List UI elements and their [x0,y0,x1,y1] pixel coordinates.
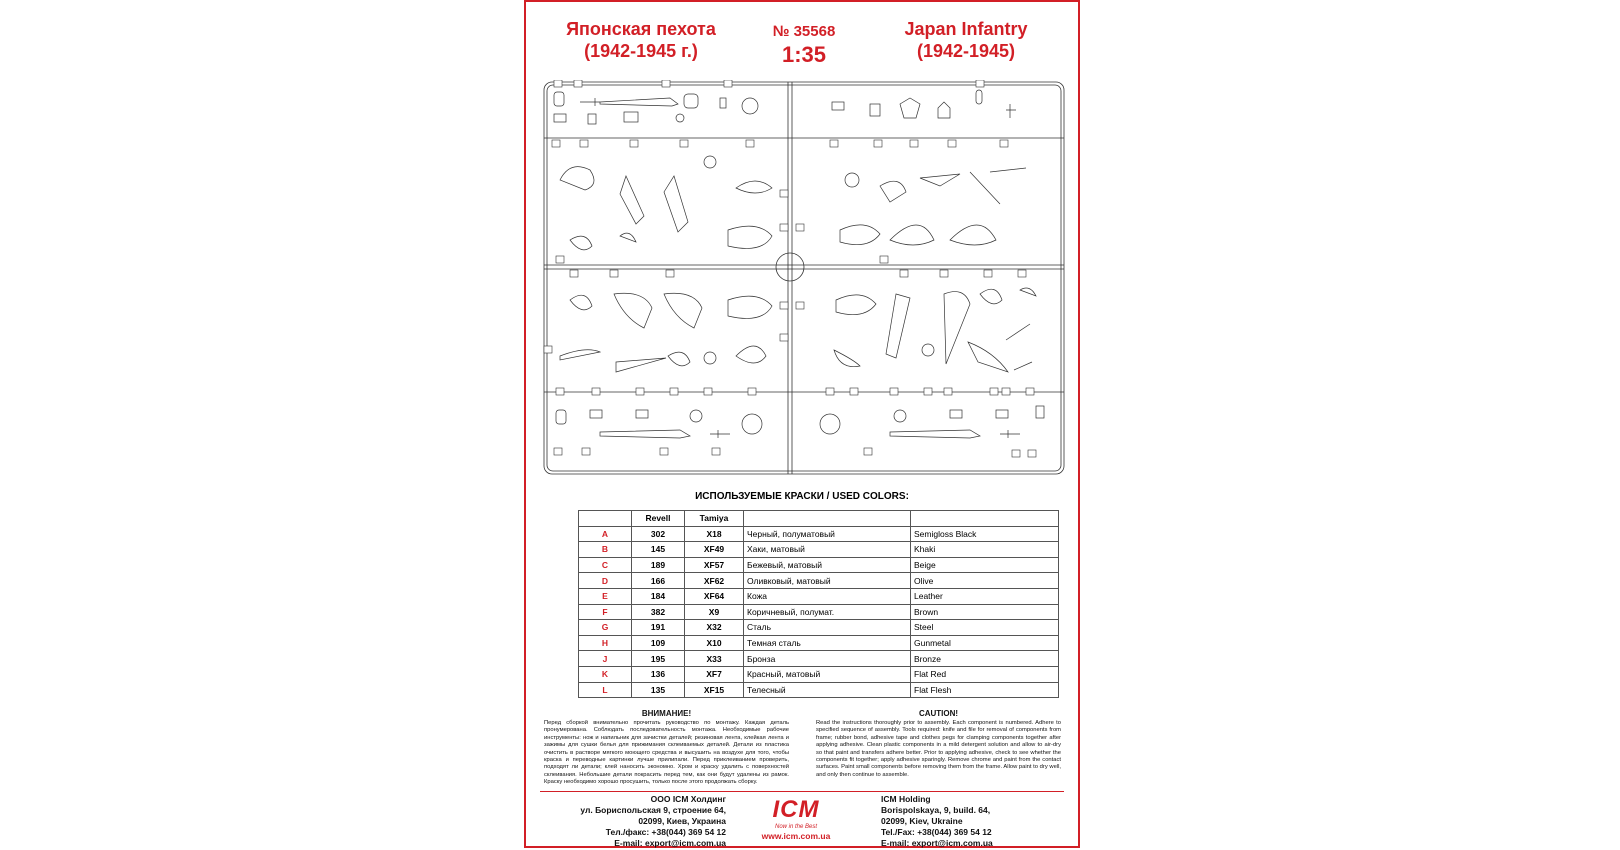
paint-row [579,651,1059,667]
paint-tamiya-code: XF62 [685,573,744,589]
address-ru-company: ООО ICM Холдинг [650,794,726,804]
title-en-text: Japan Infantry [904,19,1028,39]
paint-tamiya-code: XF57 [685,557,744,573]
paint-tamiya-code: X33 [685,651,744,667]
sprue-center-ring [776,253,804,281]
kit-number: № 35568 [772,23,836,40]
paint-tamiya-code: X32 [685,620,744,636]
warning-en [816,709,1061,779]
address-ru-city: 02099, Киев, Украина [638,816,726,826]
paint-name-en: Leather [911,588,1059,604]
paint-tamiya-code: X10 [685,635,744,651]
paint-revell-code: 135 [632,682,685,698]
paint-header-letter [579,511,632,527]
years-en: (1942-1945) [916,41,1016,61]
paint-row [579,542,1059,558]
paint-table-header [579,511,1059,527]
paint-letter: J [579,651,632,667]
warning-ru-text: Перед сборкой внимательно прочитать руководство по монтажу. Каждая деталь пронумерована. Соблюдать последовательность монтажа. Необходимые рабочие инструменты: нож и напильник для зачистки деталей; резиновая лента, клейкая лента и зажимы для сушки белья для прижимания склеиваемых деталей. Детали из пластика очистить в растворе мягкого моющего средства и высушить на воздухе для того, чтобы краска и переводные картинки лучше прилипали. Перед приклеиванием проверить, подходят ли детали; клей наносить экономно. Хром и краску удалить с поверхностей склеивания. Небольшие детали покрасить перед тем, как они будут удалены из рамок. Краску необходимо хорошо просушить, только после этого продолжать сборку. [544,720,789,786]
paint-row [579,666,1059,682]
title-en [871,18,1061,62]
paint-name-en: Steel [911,620,1059,636]
paint-row [579,557,1059,573]
paint-tamiya-code: XF49 [685,542,744,558]
paint-name-en: Gunmetal [911,635,1059,651]
paint-tamiya-code: XF7 [685,666,744,682]
paint-row [579,526,1059,542]
paint-header-en [911,511,1059,527]
address-ru-phone: Тел./факс: +38(044) 369 54 12 [605,827,726,837]
address-en-city: 02099, Kiev, Ukraine [881,816,963,826]
paint-revell-code: 145 [632,542,685,558]
paint-name-ru: Красный, матовый [744,666,911,682]
address-ru [546,794,726,849]
paint-tamiya-code: XF15 [685,682,744,698]
paint-letter: B [579,542,632,558]
paint-letter: H [579,635,632,651]
paint-name-ru: Сталь [744,620,911,636]
paint-name-ru: Темная сталь [744,635,911,651]
paint-letter: G [579,620,632,636]
paint-name-en: Khaki [911,542,1059,558]
warning-en-title: CAUTION! [918,709,959,718]
paint-name-en: Flat Flesh [911,682,1059,698]
paint-tamiya-code: X18 [685,526,744,542]
title-ru-text: Японская пехота [566,19,716,39]
paint-name-en: Bronze [911,651,1059,667]
address-ru-email[interactable]: E-mail: export@icm.com.ua [614,838,726,848]
kit-scale: 1:35 [781,42,827,67]
paint-letter: K [579,666,632,682]
paint-revell-code: 302 [632,526,685,542]
used-colors-title: ИСПОЛЬЗУЕМЫЕ КРАСКИ / USED COLORS: [695,491,909,502]
paint-name-en: Olive [911,573,1059,589]
paint-revell-code: 191 [632,620,685,636]
paint-letter: C [579,557,632,573]
title-ru [546,18,736,62]
paint-letter: L [579,682,632,698]
paint-letter: A [579,526,632,542]
paint-name-ru: Телесный [744,682,911,698]
paint-row [579,588,1059,604]
kit-number-block [754,22,854,68]
paint-name-ru: Хаки, матовый [744,542,911,558]
icm-logo [756,797,836,843]
address-ru-street: ул. Бориспольская 9, строение 64, [580,805,726,815]
paint-tamiya-code: XF64 [685,588,744,604]
paint-name-ru: Бежевый, матовый [744,557,911,573]
sprue-frame-inner [547,85,1061,471]
paint-letter: D [579,573,632,589]
sprue-number-tags [544,80,1036,457]
sprue-frame [544,82,1064,474]
warning-en-text: Read the instructions thoroughly prior to assembly. Each component is numbered. Adhere to specified sequence of assembly. Tools required: knife and file for removal of components from frame; rubber bond, adhesive tape and clothes pegs for clamping components together after applying adhesive. Clean plastic components in a mild detergent solution and allow to air-dry so that paint and transfers adhere better. Prior to applying adhesive, check to see whether the components fit together; apply adhesive sparingly. Remove chrome and paint from the contact surfaces. Paint small components before removing them from the frame. Allow paint to dry well, and only then continue to assemble. [816,720,1061,778]
paint-row [579,682,1059,698]
warning-ru-title: ВНИМАНИЕ! [641,709,692,718]
paint-revell-code: 136 [632,666,685,682]
paint-revell-code: 109 [632,635,685,651]
logo-mark: ICM [772,796,820,823]
paint-name-en: Beige [911,557,1059,573]
paint-letter: E [579,588,632,604]
paint-table [578,510,1059,698]
footer-divider [540,791,1064,792]
paint-name-ru: Бронза [744,651,911,667]
paint-header-tamiya: Tamiya [685,511,744,527]
sprue-parts [554,90,1044,438]
address-en-street: Borispolskaya, 9, build. 64, [881,805,991,815]
logo-tagline: Now in the Best [774,824,818,830]
paint-revell-code: 166 [632,573,685,589]
paint-name-ru: Коричневый, полумат. [744,604,911,620]
address-en-phone: Tel./Fax: +38(044) 369 54 12 [881,827,992,837]
paint-row [579,620,1059,636]
paint-name-en: Brown [911,604,1059,620]
paint-name-ru: Черный, полуматовый [744,526,911,542]
warning-ru [544,709,789,787]
paint-name-en: Semigloss Black [911,526,1059,542]
paint-header-revell: Revell [632,511,685,527]
logo-site-link[interactable]: www.icm.com.ua [761,831,831,841]
paint-revell-code: 184 [632,588,685,604]
paint-row [579,604,1059,620]
paint-header-ru [744,511,911,527]
paint-revell-code: 382 [632,604,685,620]
paint-revell-code: 189 [632,557,685,573]
address-en [881,794,1061,849]
paint-letter: F [579,604,632,620]
paint-tamiya-code: X9 [685,604,744,620]
paint-name-ru: Оливковый, матовый [744,573,911,589]
paint-row [579,635,1059,651]
paint-name-ru: Кожа [744,588,911,604]
years-ru: (1942-1945 г.) [584,41,698,61]
instruction-sheet [524,0,1080,848]
address-en-email[interactable]: E-mail: export@icm.com.ua [881,838,993,848]
sprue-diagram [540,80,1068,480]
paint-revell-code: 195 [632,651,685,667]
paint-name-en: Flat Red [911,666,1059,682]
address-en-company: ICM Holding [881,794,931,804]
paint-row [579,573,1059,589]
